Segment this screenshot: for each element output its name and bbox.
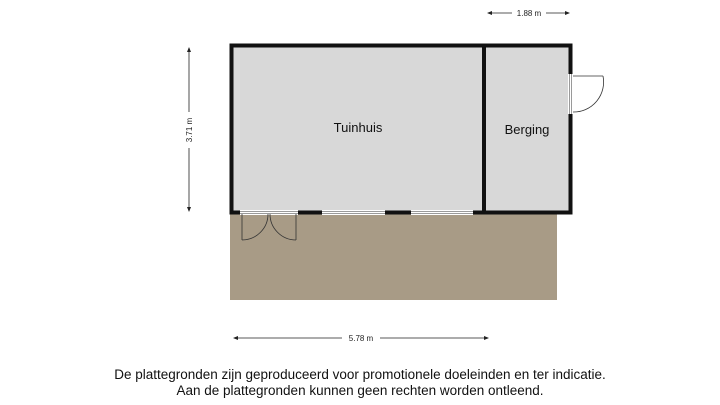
terrace-area [230, 213, 557, 300]
side-door [568, 74, 604, 114]
dimension-bottom-label: 5.78 m [348, 334, 374, 343]
disclaimer-line-1: De plattegronden zijn geproduceerd voor promotionele doeleinden en ter indicatie. [114, 367, 606, 382]
dimension-left [185, 47, 194, 212]
disclaimer-line-2: Aan de plattegronden kunnen geen rechten worden ontleend. [176, 383, 544, 398]
dimension-left-label: 3.71 m [185, 117, 194, 143]
room-label-berging: Berging [504, 122, 550, 137]
room-label-tuinhuis: Tuinhuis [333, 120, 383, 135]
bottom-openings [240, 210, 473, 215]
dimension-top [487, 9, 570, 18]
dimension-top-label: 1.88 m [516, 9, 542, 18]
dimension-bottom [233, 334, 489, 343]
